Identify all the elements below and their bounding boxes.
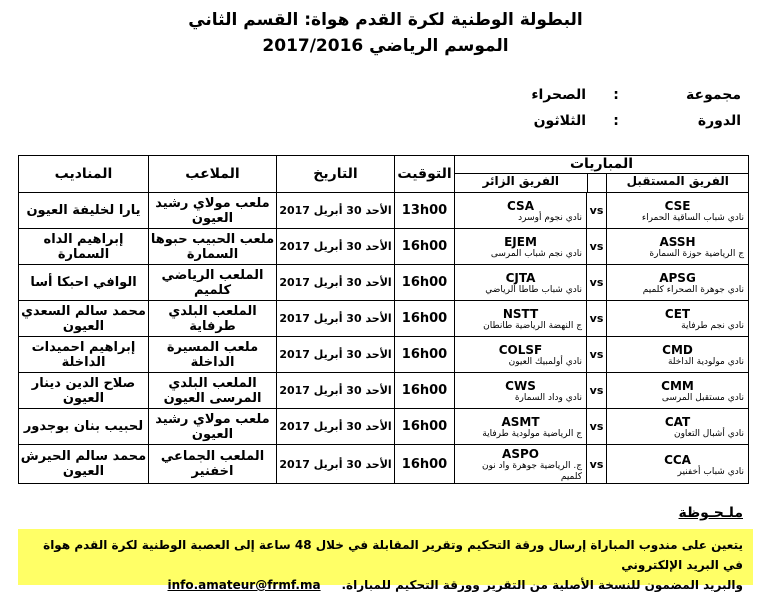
away-team-name: نادي نجم شباب المرسى bbox=[490, 249, 583, 259]
home-team-cell bbox=[607, 193, 749, 229]
away-team-name: ج. الرياضية جوهرة واد نون كلميم bbox=[482, 461, 583, 482]
home-team-cell bbox=[607, 337, 749, 373]
table-row bbox=[19, 193, 749, 229]
match-date: الأحد 30 أبريل 2017 bbox=[277, 193, 395, 229]
away-team-cell bbox=[455, 301, 587, 337]
away-team-cell bbox=[455, 445, 587, 484]
table-row bbox=[19, 229, 749, 265]
home-team-cell bbox=[607, 409, 749, 445]
match-time: 16h00 bbox=[395, 337, 455, 373]
table-row bbox=[19, 373, 749, 409]
vs-label: vs bbox=[587, 409, 607, 445]
away-team-header: الفريق الزائر bbox=[482, 174, 559, 188]
match-official: إبراهيم احميدات الداخلة bbox=[19, 337, 149, 373]
round-value: الثلاثون bbox=[533, 113, 586, 129]
match-date: الأحد 30 أبريل 2017 bbox=[277, 229, 395, 265]
match-time: 16h00 bbox=[395, 301, 455, 337]
away-team-name: نادي نجوم أوسرد bbox=[518, 213, 583, 223]
away-team-name: نادي وداد السمارة bbox=[514, 393, 583, 403]
match-time: 16h00 bbox=[395, 373, 455, 409]
schedule-table bbox=[18, 155, 749, 484]
away-team-code: CWS bbox=[505, 379, 536, 393]
round-colon: : bbox=[613, 113, 619, 129]
away-team-code: NSTT bbox=[502, 307, 539, 321]
away-team-name: نادي أولمبيك العيون bbox=[508, 357, 583, 367]
group-value: الصحراء bbox=[531, 87, 586, 103]
home-team-cell bbox=[607, 445, 749, 484]
round-label: الدورة bbox=[697, 113, 741, 129]
match-official: الوافي احبكا أسا bbox=[19, 265, 149, 301]
vs-label: vs bbox=[587, 193, 607, 229]
match-venue: ملعب المسيرة الداخلة bbox=[149, 337, 277, 373]
match-venue: الملعب البلدي المرسى العيون bbox=[149, 373, 277, 409]
note-line-2-text: والبريد المضمون للنسخة الأصلية من التقرير وورقة التحكيم للمباراة. bbox=[341, 578, 743, 592]
home-team-code: ASSH bbox=[659, 235, 696, 249]
away-team-name: ج النهضة الرياضية طانطان bbox=[483, 321, 583, 331]
away-team-cell bbox=[455, 193, 587, 229]
table-row bbox=[19, 301, 749, 337]
table-row bbox=[19, 265, 749, 301]
home-team-code: CAT bbox=[664, 415, 691, 429]
home-team-name: نادي شباب أخفنير bbox=[677, 466, 745, 477]
match-date: الأحد 30 أبريل 2017 bbox=[277, 409, 395, 445]
table-header-row bbox=[19, 156, 749, 193]
match-time: 16h00 bbox=[395, 229, 455, 265]
away-team-code: COLSF bbox=[498, 343, 543, 357]
note-box bbox=[18, 529, 753, 592]
home-team-name: نادي نجم طرفاية bbox=[681, 321, 745, 331]
table-row bbox=[19, 445, 749, 484]
match-date: الأحد 30 أبريل 2017 bbox=[277, 445, 395, 484]
home-team-cell bbox=[607, 301, 749, 337]
away-team-code: ASMT bbox=[501, 415, 540, 429]
date-header: التاريخ bbox=[277, 156, 395, 193]
vs-label: vs bbox=[587, 373, 607, 409]
vs-label: vs bbox=[587, 301, 607, 337]
home-team-code: CSE bbox=[664, 199, 691, 213]
home-team-code: CET bbox=[664, 307, 691, 321]
away-team-cell bbox=[455, 337, 587, 373]
home-team-code: APSG bbox=[659, 271, 696, 285]
match-venue: ملعب مولاي رشيد العيون bbox=[149, 193, 277, 229]
away-team-code: CSA bbox=[507, 199, 534, 213]
table-row bbox=[19, 409, 749, 445]
away-team-code: EJEM bbox=[504, 235, 537, 249]
vs-label: vs bbox=[587, 445, 607, 484]
venue-header: الملاعب bbox=[149, 156, 277, 193]
matches-header-cell bbox=[455, 156, 749, 193]
away-team-code: CJTA bbox=[505, 271, 536, 285]
home-team-name: نادي شباب الساقية الحمراء bbox=[641, 213, 745, 223]
match-date: الأحد 30 أبريل 2017 bbox=[277, 265, 395, 301]
vs-label: vs bbox=[587, 337, 607, 373]
note-line-1: يتعين على مندوب المباراة إرسال ورقة التحكيم وتقرير المقابلة في خلال 48 ساعة إلى العصبة الوطنية لكرة القدم هواة في البريد الإلكتروني bbox=[43, 538, 743, 572]
away-team-cell bbox=[455, 373, 587, 409]
away-team-code: ASPO bbox=[502, 447, 539, 461]
group-label: مجموعة bbox=[686, 87, 741, 103]
home-team-name: نادي مولودية الداخلة bbox=[667, 357, 745, 367]
table-row bbox=[19, 337, 749, 373]
note-label: ملـحـوظة bbox=[678, 505, 743, 521]
vs-label: vs bbox=[587, 229, 607, 265]
match-venue: الملعب الجماعي اخفنير bbox=[149, 445, 277, 484]
home-team-header: الفريق المستقبل bbox=[606, 174, 748, 192]
home-team-name: نادي جوهرة الصحراء كلميم bbox=[642, 285, 745, 295]
home-team-cell bbox=[607, 229, 749, 265]
match-venue: الملعب الرياضي كلميم bbox=[149, 265, 277, 301]
match-official: محمد سالم الحيرش العيون bbox=[19, 445, 149, 484]
match-time: 16h00 bbox=[395, 265, 455, 301]
home-team-name: ج الرياضية حوزة السمارة bbox=[649, 249, 745, 259]
match-date: الأحد 30 أبريل 2017 bbox=[277, 373, 395, 409]
away-team-cell bbox=[455, 409, 587, 445]
match-venue: الملعب البلدي طرفاية bbox=[149, 301, 277, 337]
match-venue: ملعب مولاي رشيد العيون bbox=[149, 409, 277, 445]
match-official: لحبيب بنان بوجدور bbox=[19, 409, 149, 445]
match-official: صلاح الدين دينار العيون bbox=[19, 373, 149, 409]
home-team-code: CCA bbox=[664, 452, 691, 467]
group-info bbox=[0, 87, 771, 107]
match-official: محمد سالم السعدي العيون bbox=[19, 301, 149, 337]
match-time: 13h00 bbox=[395, 193, 455, 229]
match-date: الأحد 30 أبريل 2017 bbox=[277, 337, 395, 373]
time-header: التوقيت bbox=[395, 156, 455, 193]
home-team-cell bbox=[607, 373, 749, 409]
vs-label: vs bbox=[587, 265, 607, 301]
home-team-cell bbox=[607, 265, 749, 301]
home-team-code: CMM bbox=[661, 379, 694, 393]
home-team-name: نادي أشبال التعاون bbox=[673, 429, 745, 439]
match-time: 16h00 bbox=[395, 409, 455, 445]
matches-header: المباريات bbox=[455, 156, 748, 174]
note-line-2 bbox=[28, 575, 743, 595]
away-team-cell bbox=[455, 229, 587, 265]
match-date: الأحد 30 أبريل 2017 bbox=[277, 301, 395, 337]
official-header: المناديب bbox=[19, 156, 149, 193]
match-official: إبراهيم الداه السمارة bbox=[19, 229, 149, 265]
away-team-name: نادي شباب طاطا الرياضي bbox=[485, 285, 583, 295]
group-colon: : bbox=[613, 87, 619, 103]
home-team-code: CMD bbox=[662, 343, 693, 357]
match-official: يارا لخليفة العيون bbox=[19, 193, 149, 229]
document-title: البطولة الوطنية لكرة القدم هواة: القسم الثاني bbox=[188, 10, 583, 30]
match-venue: ملعب الحبيب حبوها السمارة bbox=[149, 229, 277, 265]
away-team-name: ج الرياضية مولودية طرفاية bbox=[482, 429, 583, 439]
home-team-name: نادي مستقبل المرسى bbox=[661, 393, 745, 403]
away-team-cell bbox=[455, 265, 587, 301]
round-info bbox=[0, 113, 771, 133]
email-link[interactable]: info.amateur@frmf.ma bbox=[167, 578, 321, 592]
season-title: الموسم الرياضي 2017/2016 bbox=[262, 36, 509, 56]
match-time: 16h00 bbox=[395, 445, 455, 484]
